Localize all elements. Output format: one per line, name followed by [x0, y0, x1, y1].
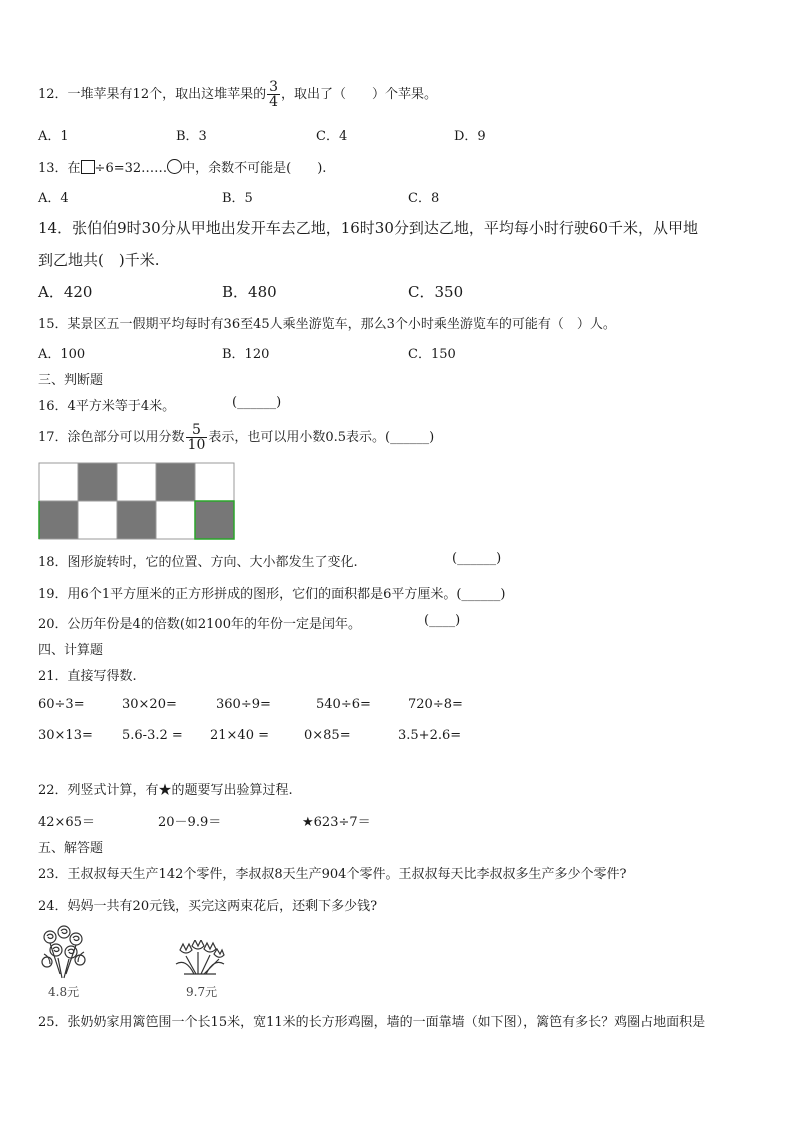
q20-answer-blank[interactable]: (____) [424, 613, 461, 628]
calc-item[interactable]: 30×13= [38, 728, 93, 743]
calc-item[interactable]: 21×40 = [210, 728, 270, 743]
rose-bouquet-icon [36, 924, 92, 980]
calc-item[interactable]: 720÷8= [408, 697, 463, 712]
question-14-line-2: 到乙地共( )千米. [38, 251, 160, 269]
q13-option-c[interactable]: C．8 [408, 191, 440, 206]
question-24: 24．妈妈一共有20元钱，买完这两束花后，还剩下多少钱? [38, 899, 378, 914]
calc-item[interactable]: 5.6-3.2 = [122, 728, 183, 743]
shaded-grid-figure [38, 462, 238, 540]
q17-text-pre: 17．涂色部分可以用分数 [38, 430, 185, 445]
q12-option-d[interactable]: D．9 [454, 129, 486, 144]
q12-text-pre: 12．一堆苹果有12个，取出这堆苹果的 [38, 87, 267, 102]
question-17 [38, 423, 434, 452]
calc-item[interactable]: 540÷6= [316, 697, 371, 712]
calc-item[interactable]: 360÷9= [216, 697, 271, 712]
q13-option-a[interactable]: A．4 [38, 191, 69, 206]
blank-cell [39, 463, 78, 501]
blank-square-icon [81, 160, 95, 174]
calc-item[interactable]: 60÷3= [38, 697, 85, 712]
q12-numerator: 3 [269, 79, 279, 95]
blank-circle-icon [167, 159, 182, 174]
question-23: 23．王叔叔每天生产142个零件，李叔叔8天生产904个零件。王叔叔每天比李叔叔多生产多少个零件? [38, 867, 627, 882]
question-19: 19．用6个1平方厘米的正方形拼成的图形，它们的面积都是6平方厘米。(______) [38, 587, 506, 602]
rose-price-label: 4.8元 [48, 985, 80, 999]
question-15: 15．某景区五一假期平均每时有36至45人乘坐游览车，那么3个小时乘坐游览车的可能有（ ）人。 [38, 317, 616, 332]
question-25: 25．张奶奶家用篱笆围一个长15米，宽11米的长方形鸡圈，墙的一面靠墙（如下图），篱笆有多长？鸡圈占地面积是 [38, 1015, 706, 1030]
q15-option-a[interactable]: A．100 [38, 347, 86, 362]
q15-option-c[interactable]: C．150 [408, 347, 456, 362]
vertical-calc-item[interactable]: 20－9.9＝ [158, 815, 222, 830]
blank-cell [78, 501, 117, 539]
q18-answer-blank[interactable]: (______) [452, 551, 502, 566]
q12-denominator: 4 [269, 94, 279, 110]
q14-option-c[interactable]: C．350 [408, 283, 464, 301]
question-22-title: 22．列竖式计算，有★的题要写出验算过程. [38, 783, 293, 798]
rose-bouquet-svg [36, 924, 92, 980]
tulip-bouquet-svg [174, 940, 226, 980]
q17-text-post: 表示，也可以用小数0.5表示。(______) [208, 430, 435, 445]
tulip-bouquet-icon [174, 940, 226, 980]
blank-cell [156, 501, 195, 539]
question-13 [38, 157, 326, 176]
shaded-cell [78, 463, 117, 501]
shaded-cell [195, 501, 234, 539]
section-heading-calculation: 四、计算题 [38, 643, 104, 658]
question-16: 16．4平方米等于4米。 [38, 399, 176, 414]
q12-option-b[interactable]: B．3 [176, 129, 207, 144]
q12-fraction [267, 80, 280, 109]
blank-cell [195, 463, 234, 501]
q17-numerator: 5 [192, 422, 201, 438]
q14-option-a[interactable]: A．420 [38, 283, 93, 301]
question-14-line-1: 14．张伯伯9时30分从甲地出发开车去乙地，16时30分到达乙地，平均每小时行驶60千米，从甲地 [38, 219, 698, 237]
q17-fraction [186, 423, 208, 452]
q12-text-post: ，取出了（ ）个苹果。 [281, 87, 438, 102]
shaded-grid-svg [38, 462, 238, 540]
vertical-calc-item[interactable]: 42×65＝ [38, 815, 95, 830]
question-18: 18．图形旋转时，它的位置、方向、大小都发生了变化. [38, 555, 358, 570]
q15-option-b[interactable]: B．120 [222, 347, 270, 362]
question-20: 20．公历年份是4的倍数(如2100年的年份一定是闰年。 [38, 617, 361, 632]
section-heading-judgement: 三、判断题 [38, 373, 104, 388]
calc-item[interactable]: 0×85= [304, 728, 351, 743]
q16-answer-blank[interactable]: (______) [232, 395, 282, 410]
blank-cell [117, 463, 156, 501]
q13-text-pre: 13．在 [38, 161, 81, 176]
section-heading-word-problems: 五、解答题 [38, 841, 104, 856]
calc-item[interactable]: 3.5+2.6= [398, 728, 462, 743]
shaded-cell [156, 463, 195, 501]
q14-option-b[interactable]: B．480 [222, 283, 277, 301]
q13-text-mid: ÷6=32…… [94, 161, 168, 176]
q17-denominator: 10 [187, 437, 206, 453]
calc-item[interactable]: 30×20= [122, 697, 177, 712]
q13-text-post: 中，余数不可能是( ). [182, 161, 327, 176]
tulip-price-label: 9.7元 [186, 985, 218, 999]
q13-option-b[interactable]: B．5 [222, 191, 253, 206]
shaded-cell [117, 501, 156, 539]
vertical-calc-item[interactable]: ★623÷7＝ [302, 815, 371, 830]
question-12 [38, 80, 437, 109]
shaded-cell [39, 501, 78, 539]
q12-option-c[interactable]: C．4 [316, 129, 348, 144]
question-21-title: 21．直接写得数. [38, 669, 137, 684]
q12-option-a[interactable]: A．1 [38, 129, 69, 144]
